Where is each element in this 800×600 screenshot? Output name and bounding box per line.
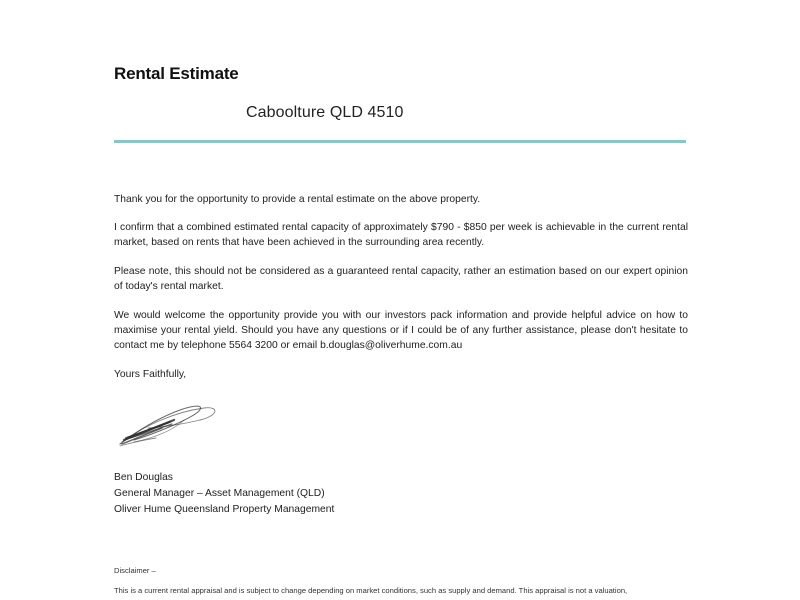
handwritten-signature-icon — [114, 398, 224, 452]
paragraph-contact: We would welcome the opportunity provide you with our investors pack information and provide helpful advice on how to maximise your rental yield. Should you have any questions or if I could be of any further assistance, please don't hesitate to contact me by telephone 5564 3200 or email b.douglas@oliverhume.com.au — [114, 310, 688, 351]
signatory-block — [114, 470, 334, 518]
signatory-company: Oliver Hume Queensland Property Management — [114, 504, 335, 515]
letterhead-residue — [110, 0, 420, 4]
signatory-name: Ben Douglas — [114, 472, 173, 483]
disclaimer-text: This is a current rental appraisal and is subject to change depending on market conditions, such as supply and demand. This appraisal is not a valuation, — [114, 586, 628, 595]
paragraph-note: Please note, this should not be considered as a guaranteed rental capacity, rather an estimation based on our expert opinion of today's rental market. — [114, 266, 688, 292]
paragraph-estimate: I confirm that a combined estimated rental capacity of approximately $790 - $850 per week is achievable in the current rental market, based on rents that have been achieved in the surrounding area recently. — [114, 222, 688, 248]
closing-salutation: Yours Faithfully, — [114, 369, 187, 380]
property-address: Caboolture QLD 4510 — [246, 104, 404, 121]
signatory-position: General Manager – Asset Management (QLD) — [114, 488, 325, 499]
accent-divider — [114, 140, 686, 143]
page-title: Rental Estimate — [114, 64, 239, 83]
disclaimer-label: Disclaimer – — [114, 566, 156, 575]
paragraph-intro: Thank you for the opportunity to provide a rental estimate on the above property. — [114, 194, 481, 205]
